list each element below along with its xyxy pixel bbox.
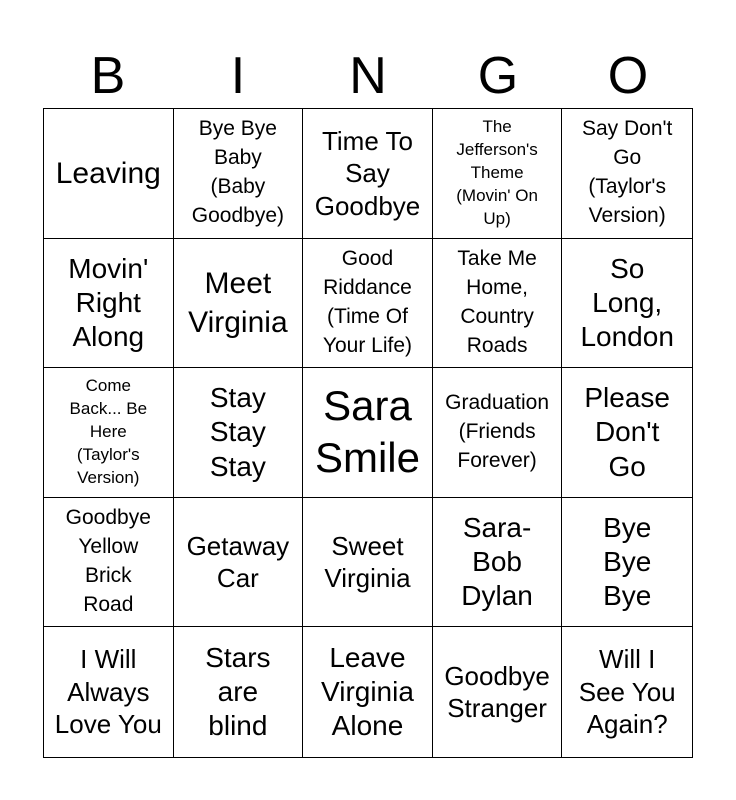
cell-text: Getaway Car [186, 530, 290, 594]
bingo-cell[interactable] [433, 368, 563, 498]
cell-text: Take Me Home, Country Roads [457, 246, 537, 357]
cell-text: Time To Say Goodbye [314, 125, 421, 221]
bingo-cell[interactable] [44, 239, 174, 369]
bingo-cell[interactable] [303, 109, 433, 239]
cell-text: Movin' Right Along [68, 252, 149, 352]
cell-text: Stars are blind [205, 641, 271, 742]
bingo-cell[interactable] [303, 498, 433, 628]
bingo-cell[interactable] [562, 239, 692, 369]
bingo-cell[interactable] [433, 239, 563, 369]
cell-text: Sara- Bob Dylan [461, 511, 533, 612]
cell-text: Sara Smile [314, 381, 420, 482]
bingo-cell[interactable] [562, 109, 692, 239]
header-letter-o: O [607, 47, 649, 105]
cell-text: Meet Virginia [188, 266, 288, 339]
cell-text: Please Don't Go [584, 382, 670, 482]
header-letter-b: B [90, 47, 126, 105]
bingo-cell[interactable] [44, 368, 174, 498]
bingo-header [43, 46, 693, 106]
header-letter-i: I [230, 47, 246, 105]
bingo-cell[interactable] [303, 239, 433, 369]
bingo-cell[interactable] [174, 627, 304, 757]
bingo-cell-center[interactable] [303, 368, 433, 498]
bingo-cell[interactable] [433, 498, 563, 628]
bingo-cell[interactable] [44, 627, 174, 757]
header-letter-n: N [349, 47, 387, 105]
bingo-cell[interactable] [562, 368, 692, 498]
bingo-cell[interactable] [174, 498, 304, 628]
header-letter-g: G [477, 47, 519, 105]
bingo-cell[interactable] [174, 368, 304, 498]
cell-text: Leave Virginia Alone [321, 641, 414, 742]
cell-text: Bye Bye Baby (Baby Goodbye) [191, 117, 284, 228]
bingo-cell[interactable] [433, 627, 563, 757]
cell-text: Say Don't Go (Taylor's Version) [582, 117, 673, 228]
bingo-cell[interactable] [44, 498, 174, 628]
cell-text: Good Riddance (Time Of Your Life) [322, 246, 413, 357]
bingo-cell[interactable] [174, 109, 304, 239]
cell-text: Goodbye Stranger [444, 660, 550, 724]
cell-text: So Long, London [580, 252, 674, 352]
bingo-cell[interactable] [562, 498, 692, 628]
cell-text: Graduation (Friends Forever) [445, 391, 550, 472]
cell-text: Goodbye Yellow Brick Road [65, 506, 151, 617]
cell-text: Stay Stay Stay [209, 382, 266, 482]
bingo-cell[interactable] [433, 109, 563, 239]
bingo-cell[interactable] [44, 109, 174, 239]
cell-text: Will I See You Again? [578, 644, 676, 740]
bingo-board [43, 108, 693, 758]
cell-text: Leaving [55, 156, 161, 190]
cell-text: The Jefferson's Theme (Movin' On Up) [456, 116, 538, 228]
cell-text: Bye Bye Bye [603, 511, 652, 612]
cell-text: I Will Always Love You [54, 644, 162, 740]
cell-text: Sweet Virginia [324, 530, 411, 594]
bingo-cell[interactable] [562, 627, 692, 757]
cell-text: Come Back... Be Here (Taylor's Version) [69, 376, 148, 487]
bingo-cell[interactable] [174, 239, 304, 369]
bingo-cell[interactable] [303, 627, 433, 757]
